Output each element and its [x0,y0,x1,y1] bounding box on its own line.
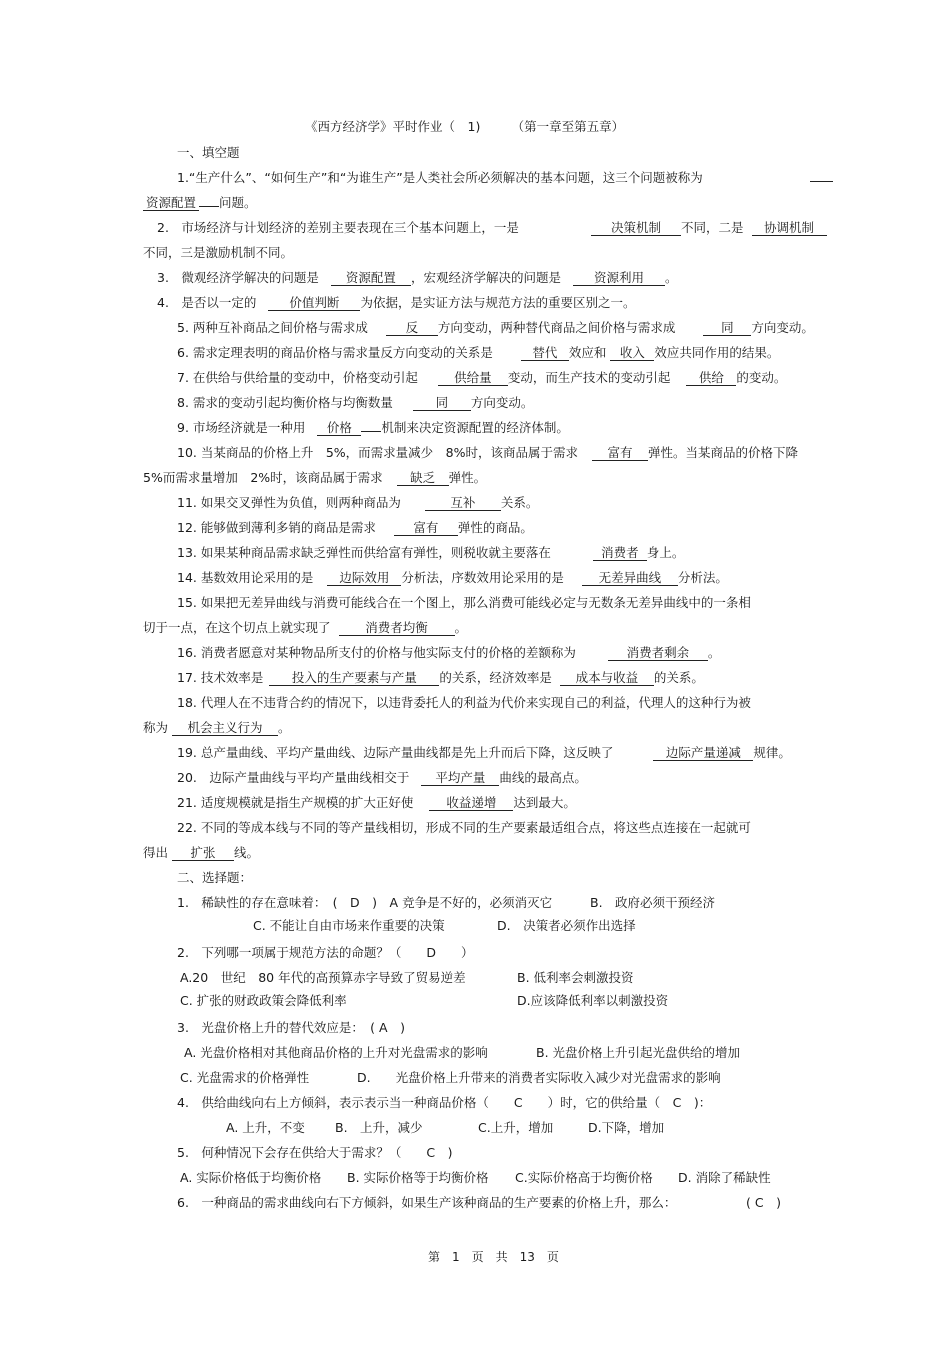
c2-stem: 2. 下列哪一项属于规范方法的命题？（ D ） [177,945,474,960]
q16-answer: 消费者剩余 [608,645,708,661]
c3-option-c: C. 光盘需求的价格弹性 [180,1070,310,1085]
q22-line1: 22. 不同的等成本线与不同的等产量线相切，形成不同的生产要素最适组合点，将这些点连接在一起就可 [177,820,751,835]
q14-answer-2: 无差异曲线 [582,570,678,586]
q15-answer: 消费者均衡 [339,620,455,636]
c5-stem: 5. 何种情况下会存在供给大于需求？（ C ) [177,1145,453,1160]
c3-stem: 3. 光盘价格上升的替代效应是： ( A ) [177,1020,405,1035]
q20-answer: 平均产量 [421,770,499,786]
q9-line: 9. 市场经济就是一种用 价格 机制来决定资源配置的经济体制。 [177,420,569,435]
q13-answer: 消费者 [593,545,647,561]
q18-answer: 机会主义行为 [172,720,278,736]
q7-answer-1: 供给量 [438,370,508,386]
q3-answer-1: 资源配置 [331,270,411,286]
q21-answer: 收益递增 [429,795,513,811]
q1-line2: 资源配置 问题。 [143,195,257,211]
q14-line: 14. 基数效用论采用的是 边际效用 分析法，序数效用论采用的是 无差异曲线 分析法。 [177,570,728,585]
c4-stem: 4. 供给曲线向右上方倾斜，表示表示当一种商品价格（ C ）时，它的供给量（ C )： [177,1095,712,1110]
section-choice-heading: 二、选择题： [177,870,253,885]
c6-stem: 6. 一种商品的需求曲线向右下方倾斜，如果生产该种商品的生产要素的价格上升，那么： [177,1195,677,1210]
c2-option-b: B. 低利率会刺激投资 [517,970,634,985]
q5-answer-1: 反 [386,320,438,336]
q13-line: 13. 如果某种商品需求缺乏弹性而供给富有弹性，则税收就主要落在 消费者 身上。 [177,545,685,560]
q12-answer: 富有 [394,520,458,536]
q20-line: 20. 边际产量曲线与平均产量曲线相交于 平均产量 曲线的最高点。 [177,770,587,785]
q14-answer-1: 边际效用 [327,570,401,586]
c5-option-b: B. 实际价格等于均衡价格 [347,1170,489,1185]
q3-line: 3. 微观经济学解决的问题是 资源配置 ，宏观经济学解决的问题是 资源利用 。 [157,270,678,285]
c1-option-c: C. 不能让自由市场来作重要的决策 [253,918,445,933]
c1-option-b: B. 政府必须干预经济 [590,895,716,910]
q17-line: 17. 技术效率是 投入的生产要素与产量 的关系，经济效率是 成本与收益 的关系。 [177,670,704,685]
c3-option-a: A. 光盘价格相对其他商品价格的上升对光盘需求的影响 [184,1045,488,1060]
q22-answer: 扩张 [172,845,234,861]
q4-answer: 价值判断 [268,295,360,311]
q19-line: 19. 总产量曲线、平均产量曲线、边际产量曲线都是先上升而后下降，这反映了 边际产量递减 规律。 [177,745,791,760]
q10-answer-2: 缺乏 [397,470,449,486]
q10-answer-1: 富有 [592,445,648,461]
q19-answer: 边际产量递减 [653,745,753,761]
q17-answer-1: 投入的生产要素与产量 [269,670,439,686]
c4-option-b: B. 上升，减少 [335,1120,423,1135]
q10-line1: 10. 当某商品的价格上升 5%，而需求量减少 8%时，该商品属于需求 富有 弹性。当某商品的价格下降 [177,445,799,460]
q18-line1: 18. 代理人在不违背合约的情况下，以违背委托人的利益为代价来实现自己的利益，代理人的这种行为被 [177,695,751,710]
q5-answer-2: 同 [703,320,751,336]
c2-option-a: A.20 世纪 80 年代的高预算赤字导致了贸易逆差 [180,970,466,985]
q2-answer-2: 协调机制 [752,220,827,236]
q8-answer: 同 [413,395,471,411]
c4-option-c: C.上升，增加 [478,1120,554,1135]
q1-line1: 1.“生产什么”、“如何生产”和“为谁生产”是人类社会所必须解决的基本问题，这三个问题被称为 [177,170,703,185]
c1-stem: 1. 稀缺性的存在意味着： ( D ) A 竞争是不好的，必须消灭它 [177,895,553,910]
c2-option-c: C. 扩张的财政政策会降低利率 [180,993,347,1008]
q1-blank-lead [810,170,833,186]
q9-answer: 价格 [317,420,361,436]
q16-line: 16. 消费者愿意对某种物品所支付的价格与他实际支付的价格的差额称为 消费者剩余 。 [177,645,721,660]
q8-line: 8. 需求的变动引起均衡价格与均衡数量 同 方向变动。 [177,395,534,410]
c4-option-d: D.下降，增加 [588,1120,665,1135]
q1-answer: 资源配置 [143,195,199,211]
q17-answer-2: 成本与收益 [560,670,654,686]
q18-line2: 称为 机会主义行为 。 [143,720,291,735]
q2-line1: 2. 市场经济与计划经济的差别主要表现在三个基本问题上，一是 [157,220,519,235]
q2-line1b: 决策机制 不同，二是 协调机制 [591,220,827,236]
q2-answer-1: 决策机制 [591,220,681,236]
q3-answer-2: 资源利用 [573,270,665,286]
q7-answer-2: 供给 [686,370,736,386]
q15-line2: 切于一点，在这个切点上就实现了 消费者均衡 。 [143,620,468,635]
q10-line2: 5%而需求量增加 2%时，该商品属于需求 缺乏 弹性。 [143,470,487,485]
c5-option-c: C.实际价格高于均衡价格 [515,1170,653,1185]
q15-line1: 15. 如果把无差异曲线与消费可能线合在一个图上，那么消费可能线必定与无数条无差异曲线中的一条相 [177,595,751,610]
q6-answer-2: 收入 [610,345,654,361]
c3-option-b: B. 光盘价格上升引起光盘供给的增加 [536,1045,741,1060]
q21-line: 21. 适度规模就是指生产规模的扩大正好使 收益递增 达到最大。 [177,795,576,810]
c5-option-a: A. 实际价格低于均衡价格 [180,1170,322,1185]
section-fill-in-heading: 一、填空题 [177,145,240,160]
c5-option-d: D. 消除了稀缺性 [678,1170,771,1185]
c2-option-d: D.应该降低利率以刺激投资 [517,993,669,1008]
q22-line2: 得出 扩张 线。 [143,845,260,860]
q11-line: 11. 如果交叉弹性为负值，则两种商品为 互补 关系。 [177,495,539,510]
c3-option-d: D. 光盘价格上升带来的消费者实际收入减少对光盘需求的影响 [357,1070,721,1085]
q7-line: 7. 在供给与供给量的变动中，价格变动引起 供给量 变动，而生产技术的变动引起 供给 的变动。 [177,370,787,385]
q6-answer-1: 替代 [521,345,569,361]
q5-line: 5. 两种互补商品之间价格与需求成 反 方向变动，两种替代商品之间价格与需求成 同 方向变动。 [177,320,814,335]
q4-line: 4. 是否以一定的 价值判断 为依据，是实证方法与规范方法的重要区别之一。 [157,295,636,310]
q6-line: 6. 需求定理表明的商品价格与需求量反方向变动的关系是 替代 效应和 收入 效应共同作用的结果。 [177,345,780,360]
q2-line2: 不同，三是激励机制不同。 [143,245,294,260]
c6-answer: ( C ) [746,1195,781,1210]
page-footer: 第 1 页 共 13 页 [428,1250,559,1264]
q12-line: 12. 能够做到薄利多销的商品是需求 富有 弹性的商品。 [177,520,533,535]
c1-option-d: D. 决策者必须作出选择 [497,918,636,933]
c4-option-a: A. 上升，不变 [226,1120,305,1135]
page-title: 《西方经济学》平时作业（ 1) （第一章至第五章） [305,119,625,134]
q11-answer: 互补 [425,495,501,511]
